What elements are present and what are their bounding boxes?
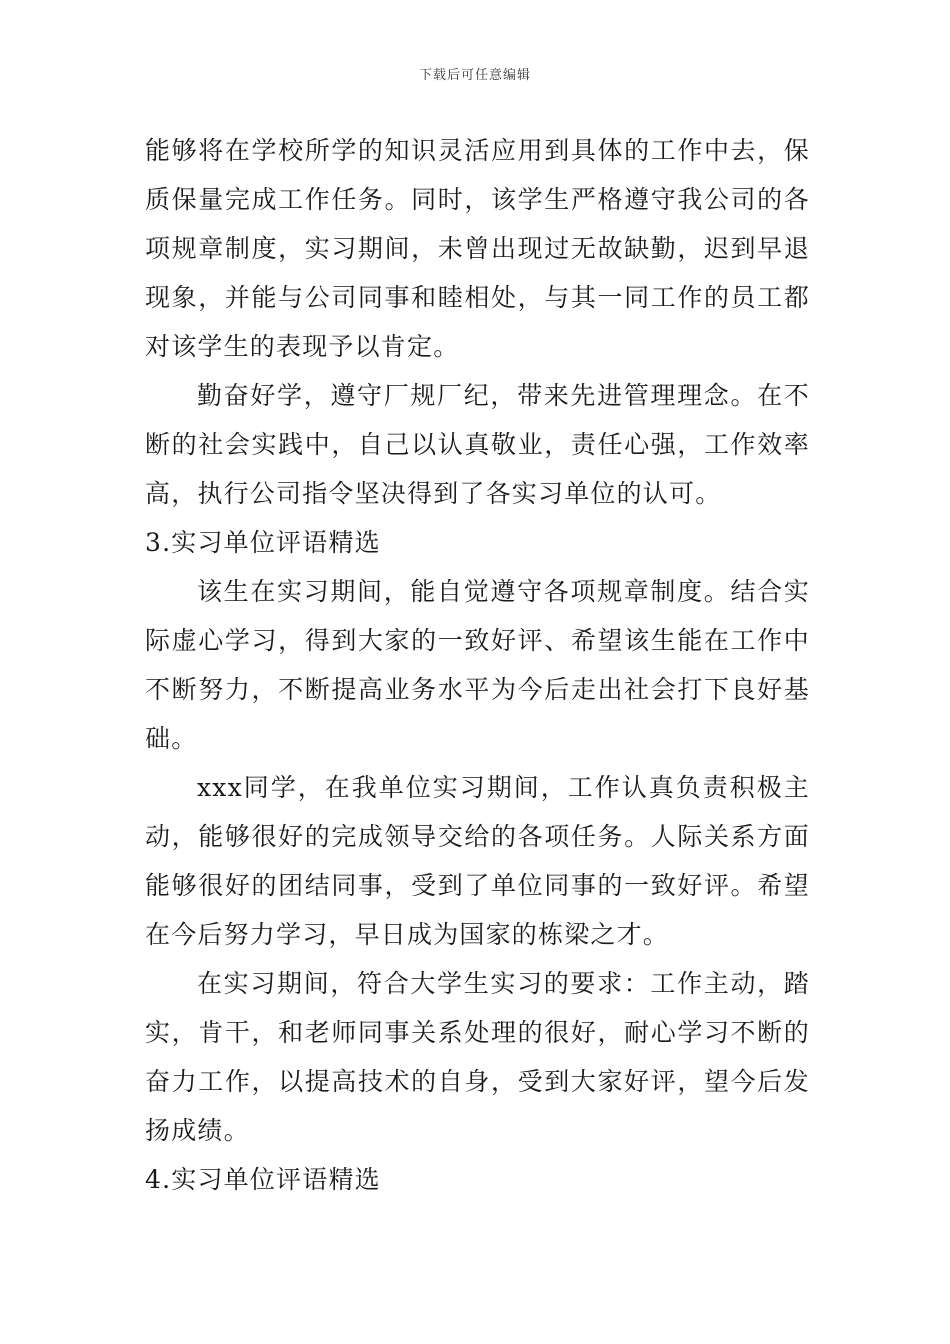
section-heading: 3.实习单位评语精选: [145, 528, 381, 557]
page-header: 下载后可任意编辑: [418, 68, 531, 83]
paragraph: xxx同学，在我单位实习期间，工作认真负责积极主动，能够很好的完成领导交给的各项任务。人际关系方面能够很好的团结同事，受到了单位同事的一致好评。希望在今后努力学习，早日成为国家的栋梁之才。: [145, 773, 810, 949]
document-body: [145, 126, 810, 1204]
paragraph: 在实习期间，符合大学生实习的要求：工作主动，踏实，肯干，和老师同事关系处理的很好，耐心学习不断的奋力工作，以提高技术的自身，受到大家好评，望今后发扬成绩。: [145, 969, 810, 1145]
paragraph: 该生在实习期间，能自觉遵守各项规章制度。结合实际虚心学习，得到大家的一致好评、希望该生能在工作中不断努力，不断提高业务水平为今后走出社会打下良好基础。: [145, 577, 810, 753]
section-heading: 4.实习单位评语精选: [145, 1165, 381, 1194]
paragraph: 勤奋好学，遵守厂规厂纪，带来先进管理理念。在不断的社会实践中，自己以认真敬业，责任心强，工作效率高，执行公司指令坚决得到了各实习单位的认可。: [145, 381, 810, 508]
paragraph-continued: 能够将在学校所学的知识灵活应用到具体的工作中去，保质保量完成工作任务。同时，该学生严格遵守我公司的各项规章制度，实习期间，未曾出现过无故缺勤，迟到早退现象，并能与公司同事和睦相处，与其一同工作的员工都对该学生的表现予以肯定。: [145, 136, 810, 361]
